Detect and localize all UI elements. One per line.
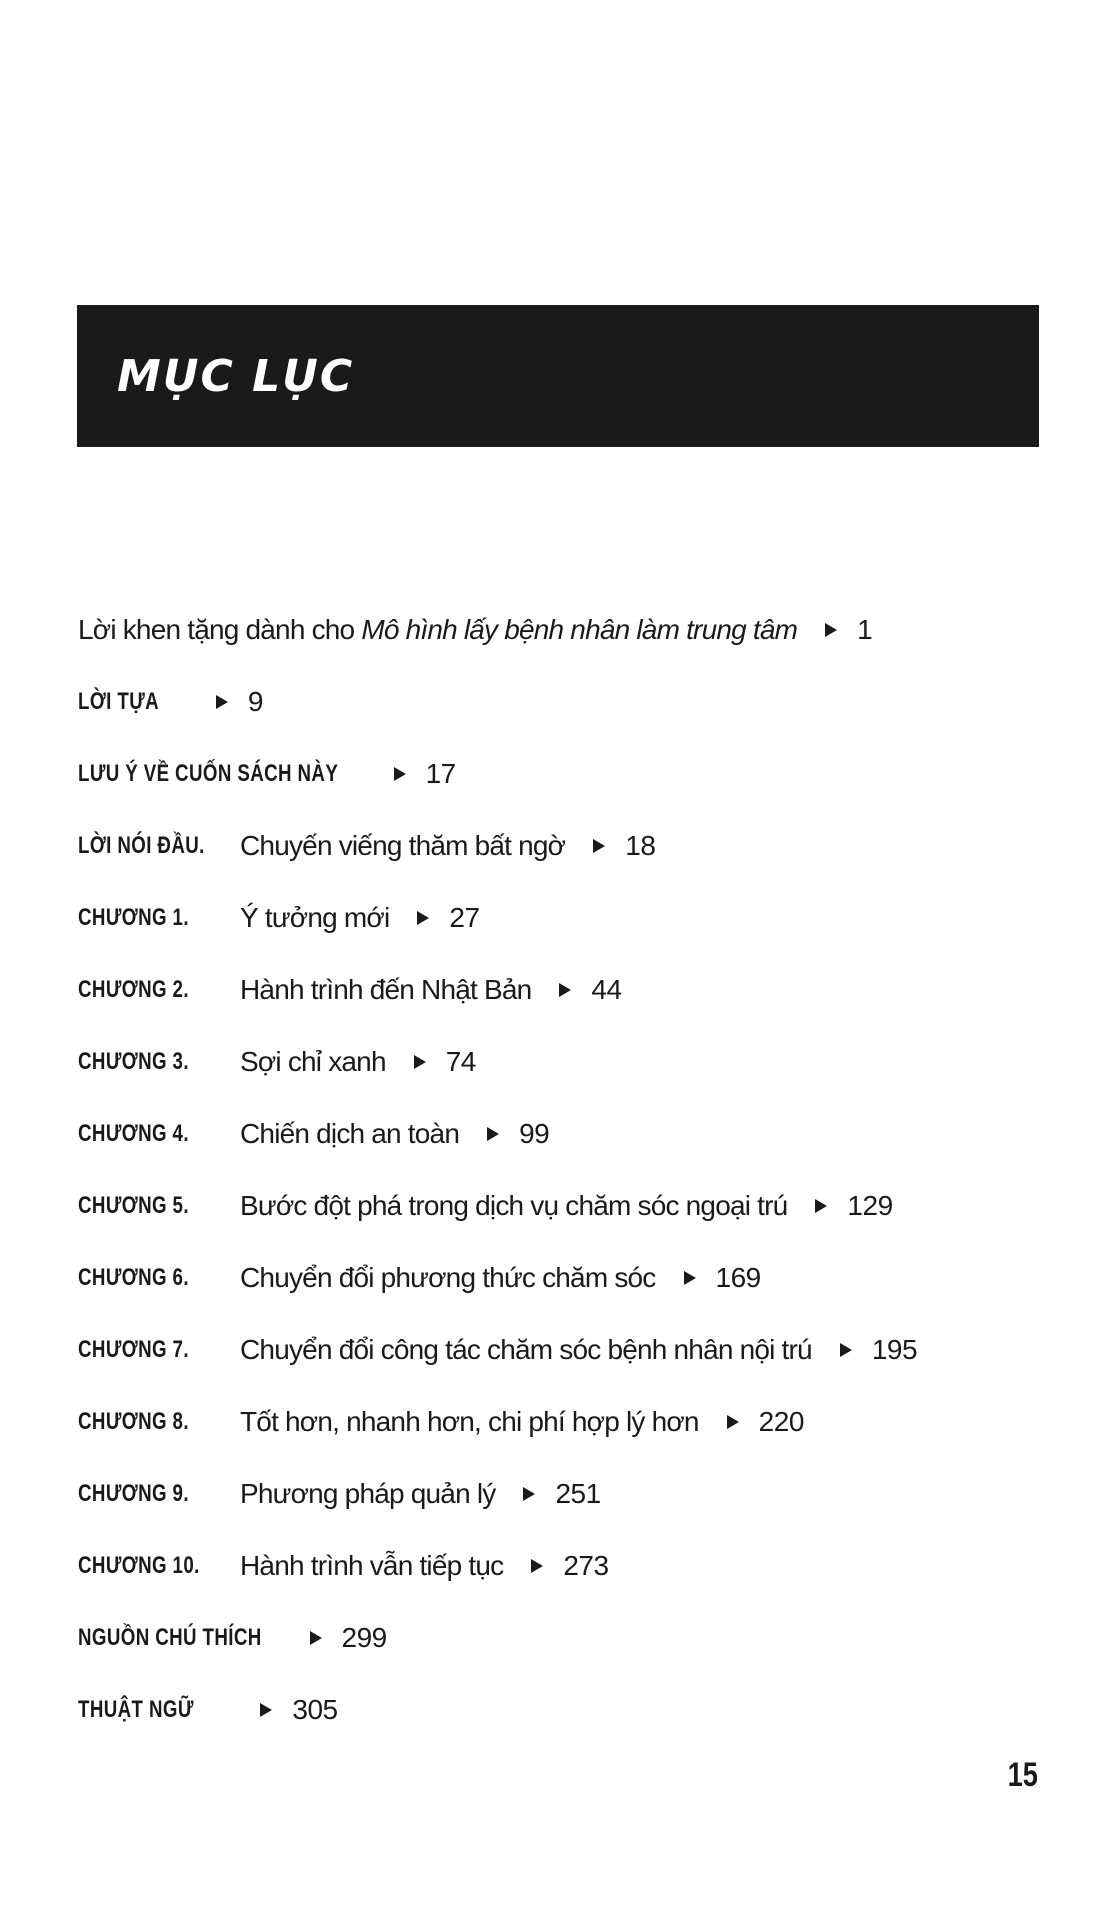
toc-entry-label: CHƯƠNG 1.	[78, 904, 189, 931]
toc-entry-chapter-7[interactable]	[78, 1328, 917, 1372]
toc-entry-label: CHƯƠNG 10.	[78, 1552, 200, 1579]
toc-entry-title: Phương pháp quản lý	[240, 1478, 496, 1509]
arrow-right-icon	[260, 1703, 272, 1717]
toc-entry-label: LỜI TỰA	[78, 688, 160, 715]
toc-entry-chapter-8[interactable]	[78, 1400, 804, 1444]
toc-page-number: 305	[292, 1694, 338, 1725]
toc-page-number: 18	[625, 830, 656, 861]
toc-entry-label: LƯU Ý VỀ CUỐN SÁCH NÀY	[78, 760, 339, 787]
toc-page-number: 195	[871, 1334, 918, 1365]
toc-entry-title: Chiến dịch an toàn	[240, 1118, 460, 1149]
toc-entry-label: CHƯƠNG 6.	[78, 1264, 189, 1291]
toc-page-number: 9	[247, 686, 263, 717]
arrow-right-icon	[417, 911, 429, 925]
toc-entry-title: Hành trình vẫn tiếp tục	[240, 1550, 504, 1581]
toc-entry-label: LỜI NÓI ĐẦU.	[78, 832, 205, 859]
toc-entry-title: Bước đột phá trong dịch vụ chăm sóc ngoại trú	[240, 1190, 788, 1221]
arrow-right-icon	[825, 623, 837, 637]
toc-page-number: 1	[857, 614, 873, 645]
toc-page-number: 44	[591, 974, 622, 1005]
arrow-right-icon	[727, 1415, 739, 1429]
page-title: MỤC LỤC	[117, 351, 355, 402]
arrow-right-icon	[523, 1487, 535, 1501]
toc-entry-nguon-chu-thich[interactable]	[78, 1616, 387, 1660]
arrow-right-icon	[684, 1271, 696, 1285]
toc-page-number: 17	[425, 758, 456, 789]
toc-entry-loi-tua[interactable]	[78, 680, 263, 724]
toc-page-number: 169	[715, 1262, 761, 1293]
toc-entry-chapter-2[interactable]	[78, 968, 622, 1012]
toc-entry-label: CHƯƠNG 9.	[78, 1480, 189, 1507]
toc-entry-title: Hành trình đến Nhật Bản	[240, 974, 532, 1005]
toc-page-number: 220	[758, 1406, 804, 1437]
toc-entry-title: Ý tưởng mới	[240, 902, 390, 933]
toc-entry-loi-noi-dau[interactable]	[78, 824, 655, 868]
arrow-right-icon	[531, 1559, 543, 1573]
toc-entry-label: NGUỒN CHÚ THÍCH	[78, 1624, 262, 1651]
toc-entry-title: Chuyển đổi công tác chăm sóc bệnh nhân nội trú	[240, 1334, 812, 1365]
toc-page-number: 27	[449, 902, 480, 933]
arrow-right-icon	[593, 839, 605, 853]
toc-entry-label: CHƯƠNG 8.	[78, 1408, 189, 1435]
arrow-right-icon	[840, 1343, 852, 1357]
toc-page-number: 99	[519, 1118, 550, 1149]
toc-entry-label: CHƯƠNG 5.	[78, 1192, 189, 1219]
toc-entry-title: Chuyến viếng thăm bất ngờ	[240, 830, 566, 861]
toc-entry-chapter-3[interactable]	[78, 1040, 476, 1084]
toc-page-number: 299	[341, 1622, 387, 1653]
toc-entry-intro[interactable]	[78, 608, 872, 652]
toc-entry-chapter-1[interactable]	[78, 896, 480, 940]
arrow-right-icon	[487, 1127, 499, 1141]
toc-entry-title: Tốt hơn, nhanh hơn, chi phí hợp lý hơn	[240, 1406, 699, 1437]
toc-entry-luu-y[interactable]	[78, 752, 456, 796]
arrow-right-icon	[559, 983, 571, 997]
toc-entry-title: Lời khen tặng dành cho Mô hình lấy bệnh nhân làm trung tâm	[78, 614, 798, 645]
toc-entry-chapter-9[interactable]	[78, 1472, 601, 1516]
toc-entry-chapter-5[interactable]	[78, 1184, 893, 1228]
toc-entry-thuat-ngu[interactable]	[78, 1688, 338, 1732]
toc-entry-chapter-10[interactable]	[78, 1544, 609, 1588]
toc-entry-chapter-4[interactable]	[78, 1112, 549, 1156]
toc-entry-title: Chuyển đổi phương thức chăm sóc	[240, 1262, 656, 1293]
toc-entry-label: THUẬT NGỮ	[78, 1696, 194, 1723]
toc-page-number: 129	[847, 1190, 893, 1221]
arrow-right-icon	[815, 1199, 827, 1213]
toc-header-band	[77, 305, 1039, 447]
toc-page-number: 251	[555, 1478, 601, 1509]
toc-entry-label: CHƯƠNG 2.	[78, 976, 189, 1003]
toc-entry-label: CHƯƠNG 4.	[78, 1120, 189, 1147]
arrow-right-icon	[414, 1055, 426, 1069]
arrow-right-icon	[216, 695, 228, 709]
toc-page-number: 74	[445, 1046, 476, 1077]
toc-entry-title: Sợi chỉ xanh	[240, 1046, 386, 1077]
arrow-right-icon	[394, 767, 406, 781]
arrow-right-icon	[310, 1631, 322, 1645]
toc-entry-label: CHƯƠNG 3.	[78, 1048, 189, 1075]
toc-entry-label: CHƯƠNG 7.	[78, 1336, 189, 1363]
toc-page-number: 273	[563, 1550, 609, 1581]
page-number: 15	[1007, 1756, 1038, 1794]
toc-entry-chapter-6[interactable]	[78, 1256, 761, 1300]
